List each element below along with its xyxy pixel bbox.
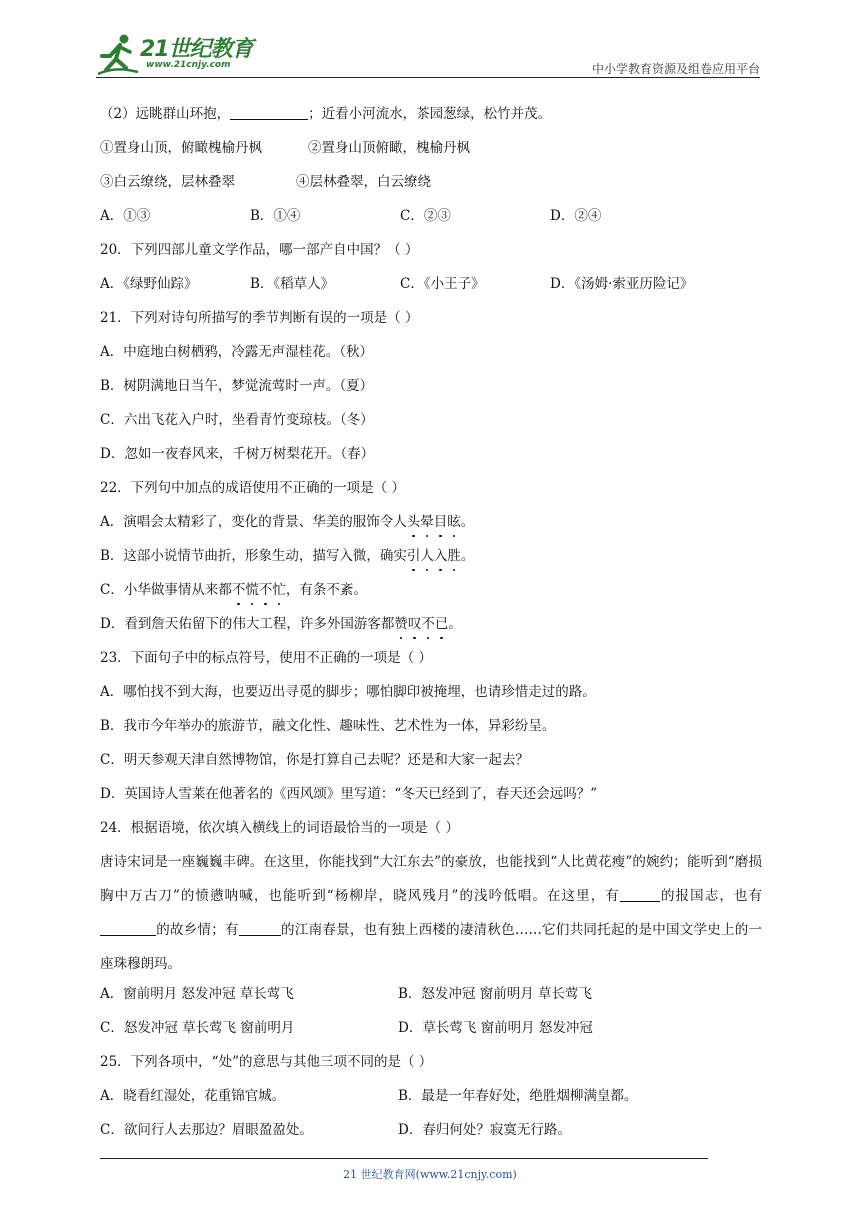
q21-choice-c: C．六出飞花入户时，坐看青竹变琼枝。（冬） [100, 412, 374, 428]
dotted-idiom: 头晕目眩 [406, 514, 461, 530]
dotted-idiom: 引人入胜 [406, 548, 461, 564]
answer-blank [230, 105, 308, 120]
q19-2-stem: （2）远眺群山环抱， ；近看小河流水，茶园葱绿，松竹并茂。 [100, 106, 552, 122]
header-divider [96, 77, 760, 78]
choice-c: C．②③ [400, 208, 451, 224]
q24-passage: 唐诗宋词是一座巍巍丰碑。在这里，你能找到“大江东去”的豪放，也能找到“人比黄花瘦”的婉约；能听到“磨损胸中万古刀”的愤懑呐喊，也能听到“杨柳岸，晓风残月”的浅吟低唱。在这里，有 的报国志，也有的故乡情；有 的江南春景，也有独上西楼的凄清秋色……它们共同托起的是中国文学史上的一座珠穆朗玛。 [100, 854, 763, 972]
choice-b: B．《稻草人》 [250, 276, 335, 292]
q20-stem: 20．下列四部儿童文学作品，哪一部产自中国？（ ） [100, 242, 419, 258]
page-header [96, 30, 760, 80]
q25-stem: 25．下列各项中，“处”的意思与其他三项不同的是（ ） [100, 1054, 433, 1070]
q23-stem: 23．下面句子中的标点符号，使用不正确的一项是（ ） [100, 650, 432, 666]
q23-choice-b: B．我市今年举办的旅游节，融文化性、趣味性、艺术性为一体，异彩纷呈。 [100, 718, 556, 734]
page-footer: 21 世纪教育网(www.21cnjy.com) [343, 1168, 517, 1181]
q22-stem: 22．下列句中加点的成语使用不正确的一项是（ ） [100, 480, 405, 496]
choice-b: B．最是一年春好处，绝胜烟柳满皇都。 [398, 1088, 638, 1104]
q22-choice-a: A．演唱会太精彩了，变化的背景、华美的服饰令人头晕目眩。 [100, 514, 475, 530]
platform-name: 中小学教育资源及组卷应用平台 [591, 62, 760, 76]
choice-d: D．②④ [550, 208, 602, 224]
site-logo [96, 30, 266, 78]
logo-url: www.21cnjy.com [146, 60, 231, 70]
q21-choice-d: D．忽如一夜春风来，千树万树梨花开。（春） [100, 446, 375, 462]
q21-stem: 21．下列对诗句所描写的季节判断有误的一项是（ ） [100, 310, 419, 326]
q23-choice-d: D．英国诗人雪莱在他著名的《西风颂》里写道：“冬天已经到了，春天还会远吗？” [100, 786, 598, 802]
choice-b: B．怒发冲冠 窗前明月 草长莺飞 [398, 986, 593, 1002]
choice-c: C．《小王子》 [400, 276, 485, 292]
answer-blank [239, 921, 281, 936]
choice-a: A．①③ [100, 208, 151, 224]
runner-logo-icon [96, 32, 140, 76]
statement-3: ③白云缭绕，层林叠翠 [100, 174, 235, 190]
q23-choice-a: A．哪怕找不到大海，也要迈出寻觅的脚步；哪怕脚印被掩埋，也请珍惜走过的路。 [100, 684, 596, 700]
answer-blank [620, 887, 660, 902]
statement-2: ②置身山顶俯瞰，槐榆丹枫 [308, 140, 470, 156]
logo-text: 21世纪教育 [140, 37, 253, 62]
choice-d: D．春归何处？寂寞无行路。 [398, 1122, 571, 1138]
choice-a: A．《绿野仙踪》 [100, 276, 198, 292]
q21-choice-b: B．树阴满地日当午，梦觉流莺时一声。（夏） [100, 378, 374, 394]
choice-a: A．晓看红湿处，花重锦官城。 [100, 1088, 286, 1104]
q21-choice-a: A．中庭地白树栖鸦，冷露无声湿桂花。（秋） [100, 344, 373, 360]
q22-choice-b: B．这部小说情节曲折，形象生动，描写入微，确实引人入胜。 [100, 548, 475, 564]
choice-d: D．《汤姆·索亚历险记》 [550, 276, 694, 292]
answer-blank [100, 921, 156, 936]
statement-4: ④层林叠翠，白云缭绕 [296, 174, 431, 190]
choice-b: B．①④ [250, 208, 301, 224]
choice-c: C．欲问行人去那边？眉眼盈盈处。 [100, 1122, 313, 1138]
choice-a: A．窗前明月 怒发冲冠 草长莺飞 [100, 986, 294, 1002]
q23-choice-c: C．明天参观天津自然博物馆，你是打算自己去呢？还是和大家一起去？ [100, 752, 529, 768]
q22-choice-c: C．小华做事情从来都不慌不忙，有条不紊。 [100, 582, 367, 598]
statement-1: ①置身山顶，俯瞰槐榆丹枫 [100, 140, 262, 156]
dotted-idiom: 赞叹不已 [394, 616, 449, 632]
dotted-idiom: 不慌不忙 [231, 582, 286, 598]
choice-c: C．怒发冲冠 草长莺飞 窗前明月 [100, 1020, 295, 1036]
choice-d: D．草长莺飞 窗前明月 怒发冲冠 [398, 1020, 593, 1036]
footer-divider [100, 1158, 708, 1159]
q22-choice-d: D．看到詹天佑留下的伟大工程，许多外国游客都赞叹不已。 [100, 616, 462, 632]
q24-stem: 24．根据语境，依次填入横线上的词语最恰当的一项是（ ） [100, 820, 459, 836]
